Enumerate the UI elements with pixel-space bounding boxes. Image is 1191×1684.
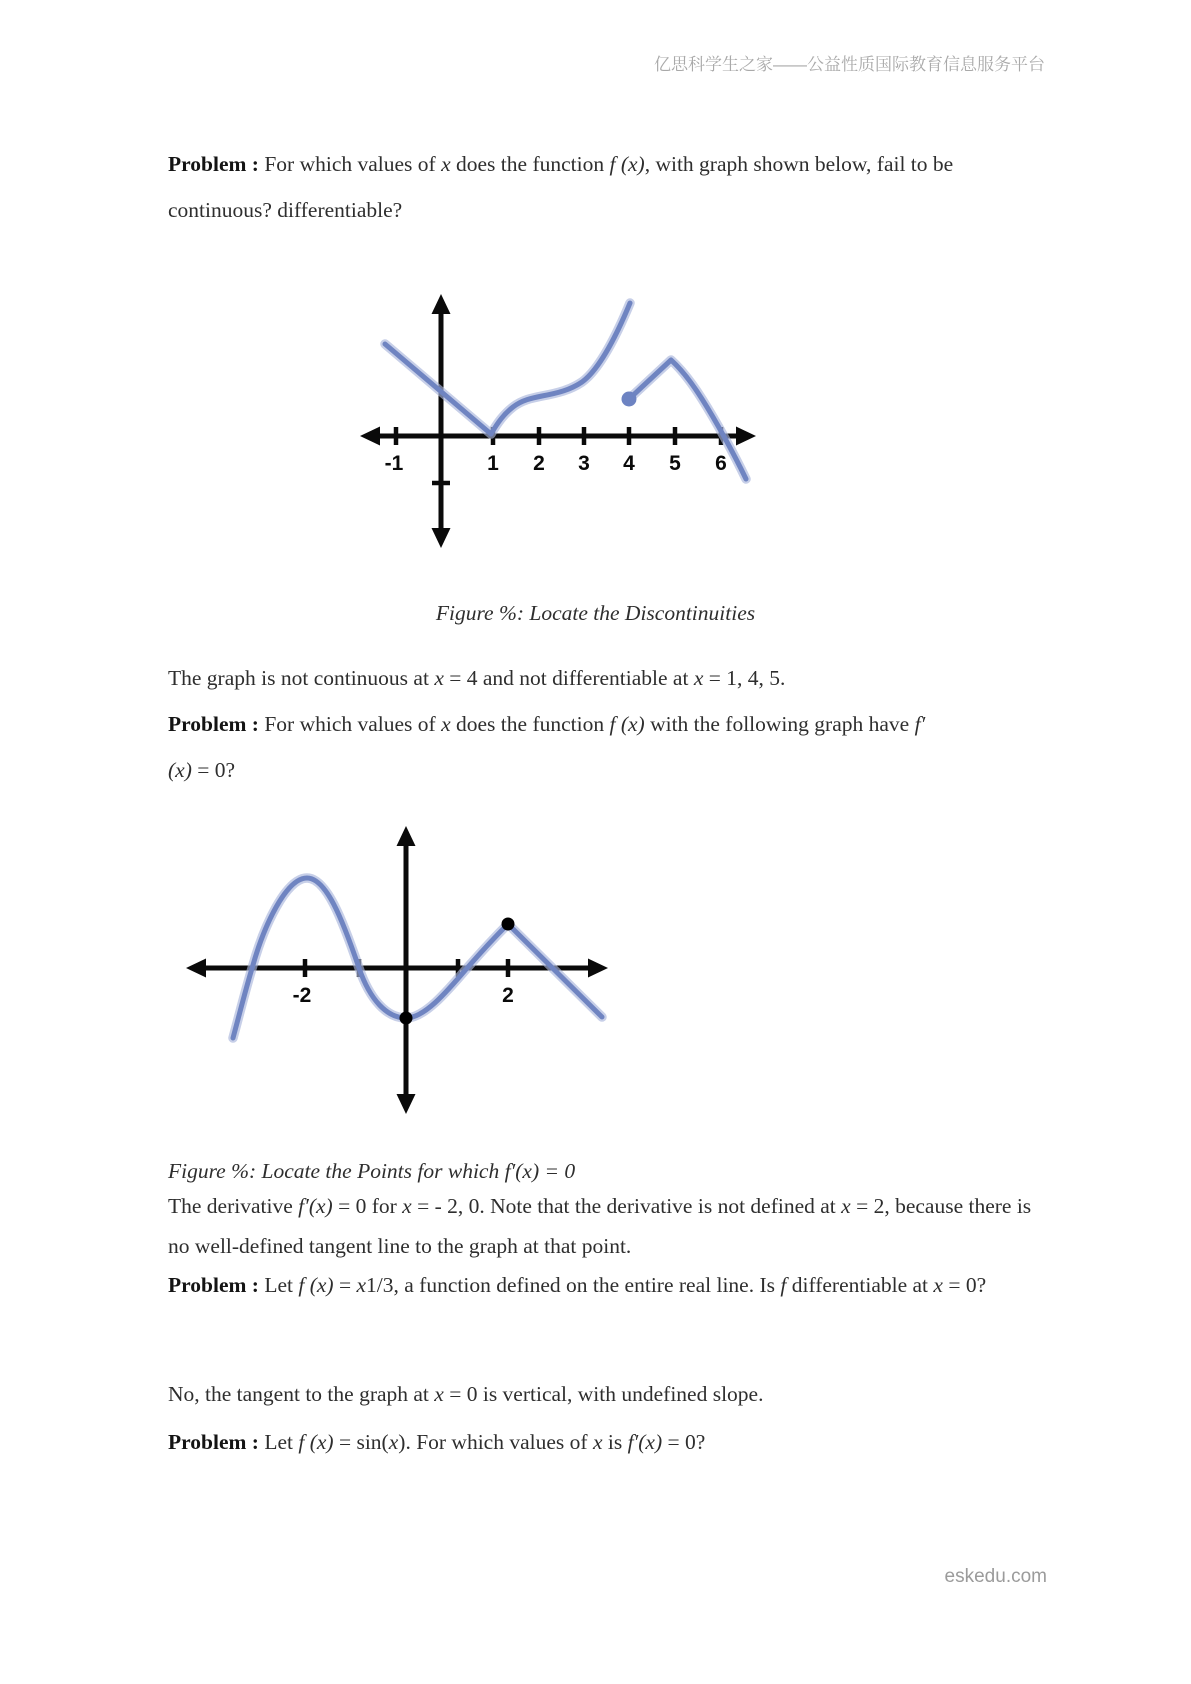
text-run: = sin( <box>333 1430 389 1454</box>
tick-label: 1 <box>487 452 499 475</box>
text-run: x <box>388 1430 399 1454</box>
footer-site-url: eskedu.com <box>944 1566 1047 1587</box>
text-run: Let <box>258 1430 299 1454</box>
page-footer <box>945 1566 1047 1588</box>
x-axis-left-arrow-icon <box>360 427 380 446</box>
text-run: ). For which values of <box>398 1430 593 1454</box>
y-axis-down-arrow-icon <box>432 528 451 548</box>
text-run: = <box>333 1273 357 1297</box>
text-run: Let <box>258 1273 299 1297</box>
text-run: differentiable at <box>786 1273 934 1297</box>
header-site-text: 亿思科学生之家——公益性质国际教育信息服务平台 <box>654 55 1045 74</box>
text-run: x <box>441 712 451 736</box>
problem-2-paragraph <box>168 701 928 793</box>
tick-label: -1 <box>384 452 404 475</box>
text-run: = 1, 4, 5. <box>703 666 786 690</box>
text-run: = - 2, 0. Note that the derivative is not defined at <box>411 1194 842 1218</box>
tick-label: 4 <box>623 452 635 475</box>
page-header <box>654 50 1045 75</box>
text-run: f′(x) <box>627 1430 663 1454</box>
text-run: f (x) <box>298 1430 334 1454</box>
text-run: x <box>356 1273 367 1297</box>
text-run: is <box>602 1430 628 1454</box>
text-run: Problem : <box>168 152 259 176</box>
text-run: = 0? <box>942 1273 987 1297</box>
text-run: x <box>933 1273 943 1297</box>
function-curve-branch-1 <box>385 303 630 434</box>
problem-4-paragraph <box>168 1422 1068 1462</box>
text-run: x <box>592 1430 603 1454</box>
text-run: Problem : <box>168 712 259 736</box>
problem-1-paragraph <box>168 141 988 233</box>
problem-3-paragraph <box>168 1263 1018 1308</box>
corner-point-dot <box>502 918 515 931</box>
text-run: with the following graph have <box>644 712 915 736</box>
text-run: = 0 for <box>332 1194 403 1218</box>
figure-2-graph <box>162 798 622 1120</box>
text-run: 1/3, a function defined on the entire real line. Is <box>366 1273 781 1297</box>
figure-1-graph <box>338 268 768 560</box>
text-run: f′(x) <box>168 712 926 782</box>
text-run: = 0 is vertical, with undefined slope. <box>443 1382 764 1406</box>
text-run: = 0? <box>191 758 236 782</box>
tick-label: 2 <box>533 452 545 475</box>
text-run: f (x) <box>298 1273 334 1297</box>
answer-2-paragraph <box>168 1186 1038 1266</box>
text-run: x <box>841 1194 851 1218</box>
text-run: The graph is not continuous at <box>168 666 435 690</box>
text-run: x <box>434 1382 444 1406</box>
text-run: , with graph shown below, fail to be continuous? differentiable? <box>168 152 954 222</box>
tick-label: 2 <box>502 984 514 1007</box>
text-run: = 4 and not differentiable at <box>443 666 694 690</box>
closed-endpoint-dot <box>622 392 637 407</box>
x-axis-right-arrow-icon <box>588 959 608 978</box>
text-run: f <box>780 1273 787 1297</box>
text-run: does the function <box>450 712 610 736</box>
text-run: Problem : <box>168 1430 259 1454</box>
tick-label: 3 <box>578 452 590 475</box>
x-axis-right-arrow-icon <box>736 427 756 446</box>
figure-2-caption: Figure %: Locate the Points for which f′(x) = 0 <box>168 1159 576 1183</box>
text-run: Problem : <box>168 1273 259 1297</box>
text-run: = 2, because there is no well-defined tangent line to the graph at that point. <box>168 1194 1032 1258</box>
text-run: = 0? <box>662 1430 706 1454</box>
text-run: f (x) <box>609 152 645 176</box>
y-axis-up-arrow-icon <box>397 826 416 846</box>
tick-label: -2 <box>292 984 312 1007</box>
local-min-dot <box>400 1012 413 1025</box>
x-axis-left-arrow-icon <box>186 959 206 978</box>
text-run: f′(x) <box>298 1194 333 1218</box>
text-run: For which values of <box>258 712 442 736</box>
text-run: f (x) <box>609 712 645 736</box>
text-run: x <box>441 152 451 176</box>
tick-label: 6 <box>715 452 727 475</box>
tick-label: 5 <box>669 452 681 475</box>
y-axis-down-arrow-icon <box>397 1094 416 1114</box>
answer-1-paragraph <box>168 658 1068 698</box>
y-axis-up-arrow-icon <box>432 294 451 314</box>
text-run: does the function <box>450 152 610 176</box>
answer-3-paragraph <box>168 1374 1068 1414</box>
text-run: The derivative <box>168 1194 299 1218</box>
text-run: x <box>402 1194 412 1218</box>
text-run: x <box>434 666 444 690</box>
figure-1-caption: Figure %: Locate the Discontinuities <box>435 601 756 625</box>
text-run: No, the tangent to the graph at <box>168 1382 435 1406</box>
text-run: For which values of <box>258 152 442 176</box>
text-run: x <box>693 666 704 690</box>
